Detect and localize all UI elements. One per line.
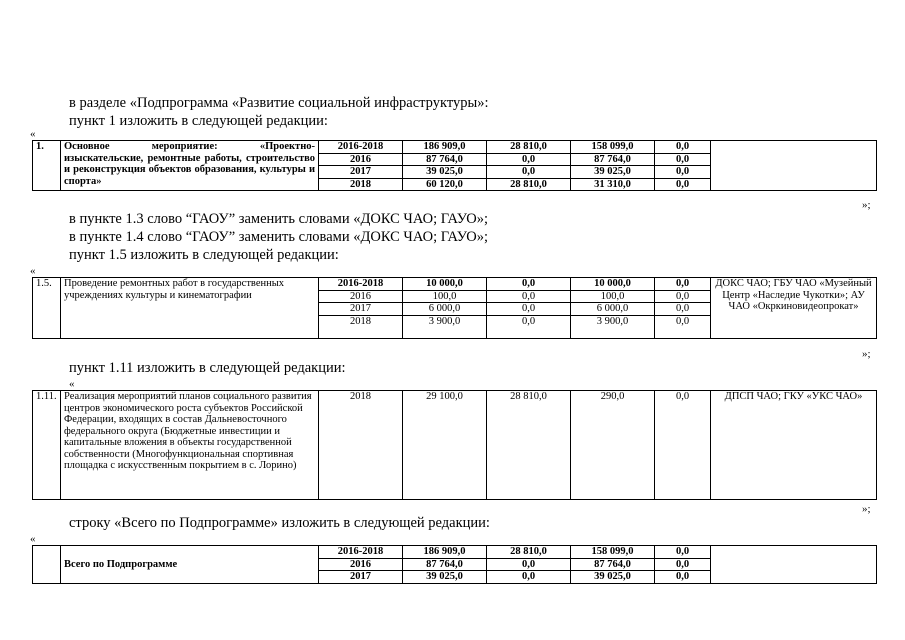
close-quote-1: »;	[862, 199, 871, 211]
other-cell: 0,0	[655, 290, 711, 303]
total-cell: 87 764,0	[403, 558, 487, 571]
year-cell: 2016-2018	[319, 546, 403, 559]
federal-cell: 0,0	[487, 571, 571, 584]
change-line-1-11: пункт 1.11 изложить в следующей редакции:	[69, 360, 346, 376]
open-quote-2: «	[30, 265, 36, 277]
regional-cell: 87 764,0	[571, 153, 655, 166]
total-cell: 29 100,0	[403, 391, 487, 500]
item-number: 1.5.	[33, 278, 61, 339]
federal-cell: 0,0	[487, 278, 571, 291]
executor-cell	[711, 141, 877, 191]
table-row	[33, 141, 877, 154]
other-cell: 0,0	[655, 166, 711, 179]
year-cell: 2016-2018	[319, 141, 403, 154]
regional-cell: 87 764,0	[571, 558, 655, 571]
item-number: 1.11.	[33, 391, 61, 500]
regional-cell: 10 000,0	[571, 278, 655, 291]
item-number: 1.	[33, 141, 61, 191]
total-cell: 186 909,0	[403, 546, 487, 559]
federal-cell: 0,0	[487, 153, 571, 166]
year-cell: 2016	[319, 153, 403, 166]
change-line-total: строку «Всего по Подпрограмме» изложить в следующей редакции:	[69, 515, 490, 531]
federal-cell: 0,0	[487, 315, 571, 338]
measure-title: Всего по Подпрограмме	[61, 546, 319, 584]
table-item-1-5	[32, 277, 877, 339]
other-cell: 0,0	[655, 546, 711, 559]
regional-cell: 6 000,0	[571, 303, 655, 316]
intro-line-1: в разделе «Подпрограмма «Развитие социальной инфраструктуры»:	[69, 95, 489, 111]
other-cell: 0,0	[655, 391, 711, 500]
measure-title: Проведение ремонтных работ в государственных учреждениях культуры и кинематографии	[61, 278, 319, 339]
table-row	[33, 278, 877, 291]
regional-cell: 39 025,0	[571, 166, 655, 179]
change-line-1-3: в пункте 1.3 слово “ГАОУ” заменить словами «ДОКС ЧАО; ГАУО»;	[69, 211, 489, 227]
table-row	[33, 546, 877, 559]
other-cell: 0,0	[655, 558, 711, 571]
open-quote-3: «	[69, 378, 75, 390]
measure-title: Реализация мероприятий планов социального развития центров экономического роста субъектов Российской Федерации, входящих в состав Дальневосточного федерального округа (Бюджетные инвестиции и капитальные вложения в объекты государственной собственности (Многофункциональная спортивная площадка с искусственным покрытием в с. Лорино)	[61, 391, 319, 500]
year-cell: 2018	[319, 315, 403, 338]
year-cell: 2017	[319, 303, 403, 316]
federal-cell: 28 810,0	[487, 178, 571, 191]
regional-cell: 3 900,0	[571, 315, 655, 338]
regional-cell: 158 099,0	[571, 141, 655, 154]
year-cell: 2018	[319, 178, 403, 191]
federal-cell: 0,0	[487, 166, 571, 179]
federal-cell: 28 810,0	[487, 141, 571, 154]
other-cell: 0,0	[655, 141, 711, 154]
regional-cell: 39 025,0	[571, 571, 655, 584]
other-cell: 0,0	[655, 153, 711, 166]
other-cell: 0,0	[655, 303, 711, 316]
other-cell: 0,0	[655, 571, 711, 584]
regional-cell: 290,0	[571, 391, 655, 500]
executor-cell	[711, 546, 877, 584]
total-cell: 6 000,0	[403, 303, 487, 316]
federal-cell: 28 810,0	[487, 391, 571, 500]
year-cell: 2016-2018	[319, 278, 403, 291]
table-item-1	[32, 140, 877, 191]
federal-cell: 0,0	[487, 303, 571, 316]
other-cell: 0,0	[655, 278, 711, 291]
open-quote-4: «	[30, 533, 36, 545]
open-quote-1: «	[30, 128, 36, 140]
measure-title: Основное мероприятие: «Проектно-изыскательские, ремонтные работы, строительство и реконструкция объектов образования, культуры и спорта»	[61, 141, 319, 191]
federal-cell: 28 810,0	[487, 546, 571, 559]
executor-cell: ДОКС ЧАО; ГБУ ЧАО «Музейный Центр «Наследие Чукотки»; АУ ЧАО «Окркиновидеопрокат»	[711, 278, 877, 339]
total-cell: 39 025,0	[403, 571, 487, 584]
year-cell: 2018	[319, 391, 403, 500]
federal-cell: 0,0	[487, 558, 571, 571]
table-row	[33, 391, 877, 500]
table-subprogram-total	[32, 545, 877, 584]
total-cell: 100,0	[403, 290, 487, 303]
change-line-1-5: пункт 1.5 изложить в следующей редакции:	[69, 247, 339, 263]
other-cell: 0,0	[655, 315, 711, 338]
executor-cell: ДПСП ЧАО; ГКУ «УКС ЧАО»	[711, 391, 877, 500]
intro-line-2: пункт 1 изложить в следующей редакции:	[69, 113, 328, 129]
year-cell: 2016	[319, 558, 403, 571]
change-line-1-4: в пункте 1.4 слово “ГАОУ” заменить словами «ДОКС ЧАО; ГАУО»;	[69, 229, 489, 245]
total-cell: 87 764,0	[403, 153, 487, 166]
total-cell: 39 025,0	[403, 166, 487, 179]
year-cell: 2016	[319, 290, 403, 303]
year-cell: 2017	[319, 571, 403, 584]
table-item-1-11	[32, 390, 877, 500]
regional-cell: 31 310,0	[571, 178, 655, 191]
federal-cell: 0,0	[487, 290, 571, 303]
regional-cell: 100,0	[571, 290, 655, 303]
year-cell: 2017	[319, 166, 403, 179]
total-cell: 186 909,0	[403, 141, 487, 154]
total-cell: 3 900,0	[403, 315, 487, 338]
item-number	[33, 546, 61, 584]
close-quote-2: »;	[862, 348, 871, 360]
close-quote-3: »;	[862, 503, 871, 515]
total-cell: 10 000,0	[403, 278, 487, 291]
regional-cell: 158 099,0	[571, 546, 655, 559]
other-cell: 0,0	[655, 178, 711, 191]
total-cell: 60 120,0	[403, 178, 487, 191]
